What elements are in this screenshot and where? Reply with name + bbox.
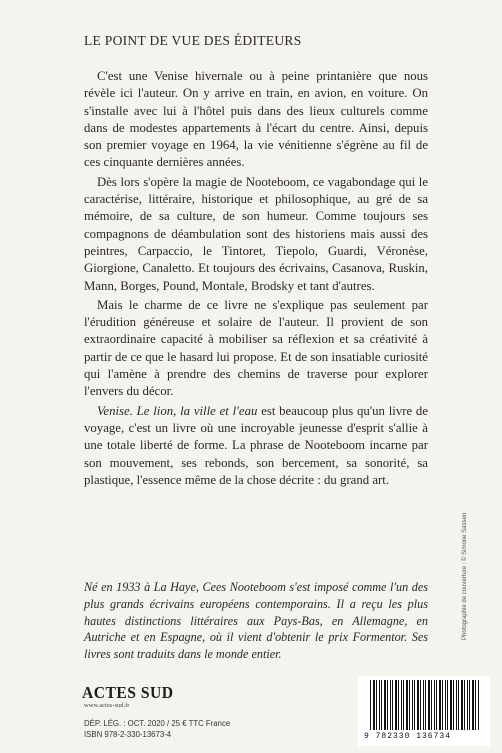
barcode-number: 9 782330 136734 bbox=[364, 732, 452, 741]
paragraph-2: Dès lors s'opère la magie de Nooteboom, ce vagabondage qui le caractérise, littéraire, historique et philosophique, au gré de sa mémoire, de sa culture, de son humeur. Comme toujours ses compagnons de déambulation sont des historiens mais aussi des peintres, Carpaccio, le Tintoret, Tiepolo, Guardi, Véronèse, Giorgione, Canaletto. Et toujours des écrivains, Casanova, Ruskin, Mann, Borges, Pound, Montale, Brodsky et tant d'autres. bbox=[84, 174, 428, 293]
barcode-bars bbox=[370, 680, 480, 730]
paragraph-1: C'est une Venise hivernale ou à peine printanière que nous révèle ici l'auteur. On y arrive en train, en avion, en voiture. On s'installe avec lui à l'hôtel puis dans des lieux culturels comme dans de modestes appartements à l'écart du centre. Ainsi, depuis son premier voyage en 1964, la vie vénitienne s'égrène au fil de ces cinquante dernières années. bbox=[84, 69, 428, 170]
photo-credit: Photographie de couverture : © Simone Sassen bbox=[462, 512, 468, 640]
publisher-logo: ACTES SUD bbox=[82, 683, 174, 702]
legal-info bbox=[84, 718, 230, 740]
publisher-url: www.actes-sud.fr bbox=[84, 702, 130, 709]
section-title: LE POINT DE VUE DES ÉDITEURS bbox=[84, 33, 302, 48]
legal-deposit: DÉP. LÉG. : OCT. 2020 / 25 € TTC France bbox=[84, 719, 231, 728]
book-title-italic: Venise. Le lion, la ville et l'eau bbox=[97, 403, 258, 418]
paragraph-4-text: est beaucoup plus qu'un livre de voyage, c'est un livre où une incroyable jeunesse d'esprit s'allie à une totale liberté de forme. La phrase de Nooteboom incarne par son mouvement, ses rebonds, son bercement, sa sonorité, sa plastique, l'essence même de la chose décrite : du grand art. bbox=[84, 403, 428, 487]
paragraph-4 bbox=[84, 403, 428, 489]
publisher-review bbox=[84, 68, 428, 491]
paragraph-3: Mais le charme de ce livre ne s'explique pas seulement par l'érudition généreuse et solaire de l'auteur. Il provient de son extraordinaire capacité à mobiliser sa réflexion et sa créativité à partir de ce que le hasard lui propose. Et de son insatiable curiosité qui l'amène à prendre des chemins de traverse pour explorer l'envers du décor. bbox=[84, 297, 428, 399]
author-bio: Né en 1933 à La Haye, Cees Nooteboom s'est imposé comme l'un des plus grands écrivains européens contemporains. Il a reçu les plus hautes distinctions littéraires aux Pays-Bas, en Allemagne, en Autriche et en Espagne, où il vient d'obtenir le prix Formentor. Ses livres sont traduits dans le monde entier. bbox=[84, 580, 428, 662]
barcode bbox=[358, 676, 490, 746]
isbn: ISBN 978-2-330-13673-4 bbox=[84, 730, 172, 739]
